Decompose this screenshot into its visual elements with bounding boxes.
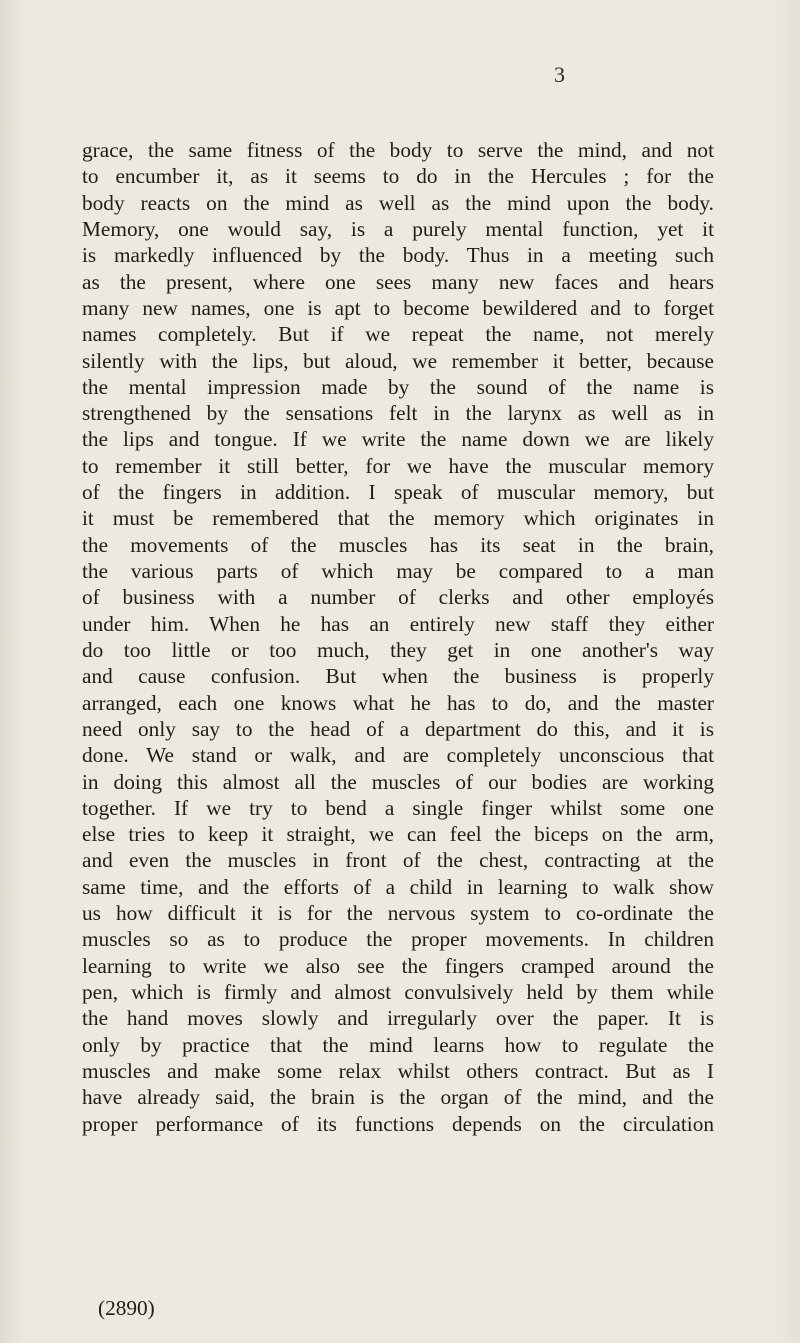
text-line: names completely. But if we repeat the name, not merely: [82, 322, 714, 347]
text-line: grace, the same fitness of the body to serve the mind, and not: [82, 138, 714, 162]
text-line: learning to write we also see the fingers cramped around the: [82, 953, 714, 978]
text-line: strengthened by the sensations felt in the larynx as well as in: [82, 401, 714, 426]
text-line: only by practice that the mind learns how to regulate the: [82, 1032, 714, 1057]
text-line: silently with the lips, but aloud, we remember it better, because: [82, 348, 714, 373]
text-line: need only say to the head of a department do this, and it is: [82, 716, 714, 741]
text-line: of the fingers in addition. I speak of muscular memory, but: [82, 480, 714, 505]
text-line: and cause confusion. But when the business is properly: [82, 664, 714, 689]
text-line: do too little or too much, they get in one another's way: [82, 637, 714, 662]
text-line: muscles and make some relax whilst others contract. But as I: [82, 1058, 714, 1083]
printer-mark: (2890): [98, 1296, 155, 1320]
text-line: the mental impression made by the sound of the name is: [82, 374, 714, 399]
text-line: pen, which is firmly and almost convulsively held by them while: [82, 980, 714, 1004]
text-line: done. We stand or walk, and are completely unconscious that: [82, 743, 714, 768]
text-line: the lips and tongue. If we write the name down we are likely: [82, 427, 714, 452]
text-line: arranged, each one knows what he has to do, and the master: [82, 690, 714, 715]
text-line: to remember it still better, for we have the muscular memory: [82, 453, 714, 478]
text-line: Memory, one would say, is a purely mental function, yet it: [82, 216, 714, 241]
text-line: and even the muscles in front of the chest, contracting at the: [82, 848, 714, 873]
text-line: body reacts on the mind as well as the mind upon the body.: [82, 190, 714, 215]
text-line: it must be remembered that the memory which originates in: [82, 506, 714, 531]
text-line: muscles so as to produce the proper movements. In children: [82, 927, 714, 952]
text-line: else tries to keep it straight, we can feel the biceps on the arm,: [82, 822, 714, 847]
text-line: us how difficult it is for the nervous system to co-ordinate the: [82, 901, 714, 926]
body-text: [82, 137, 714, 1137]
text-line: same time, and the efforts of a child in learning to walk show: [82, 874, 714, 899]
text-line: the hand moves slowly and irregularly over the paper. It is: [82, 1006, 714, 1031]
text-line: together. If we try to bend a single finger whilst some one: [82, 795, 714, 820]
text-line: as the present, where one sees many new faces and hears: [82, 269, 714, 294]
text-line: have already said, the brain is the organ of the mind, and the: [82, 1085, 714, 1110]
text-line: many new names, one is apt to become bewildered and to forget: [82, 295, 714, 320]
text-line: to encumber it, as it seems to do in the Hercules ; for the: [82, 164, 714, 189]
text-line: the movements of the muscles has its seat in the brain,: [82, 532, 714, 557]
text-line: of business with a number of clerks and other employés: [82, 585, 714, 610]
text-line: in doing this almost all the muscles of our bodies are working: [82, 769, 714, 794]
page-number: 3: [554, 62, 565, 87]
text-line: the various parts of which may be compared to a man: [82, 559, 714, 583]
text-line: proper performance of its functions depends on the circulation: [82, 1111, 714, 1136]
text-line: under him. When he has an entirely new staff they either: [82, 611, 714, 636]
text-line: is markedly influenced by the body. Thus in a meeting such: [82, 243, 714, 268]
